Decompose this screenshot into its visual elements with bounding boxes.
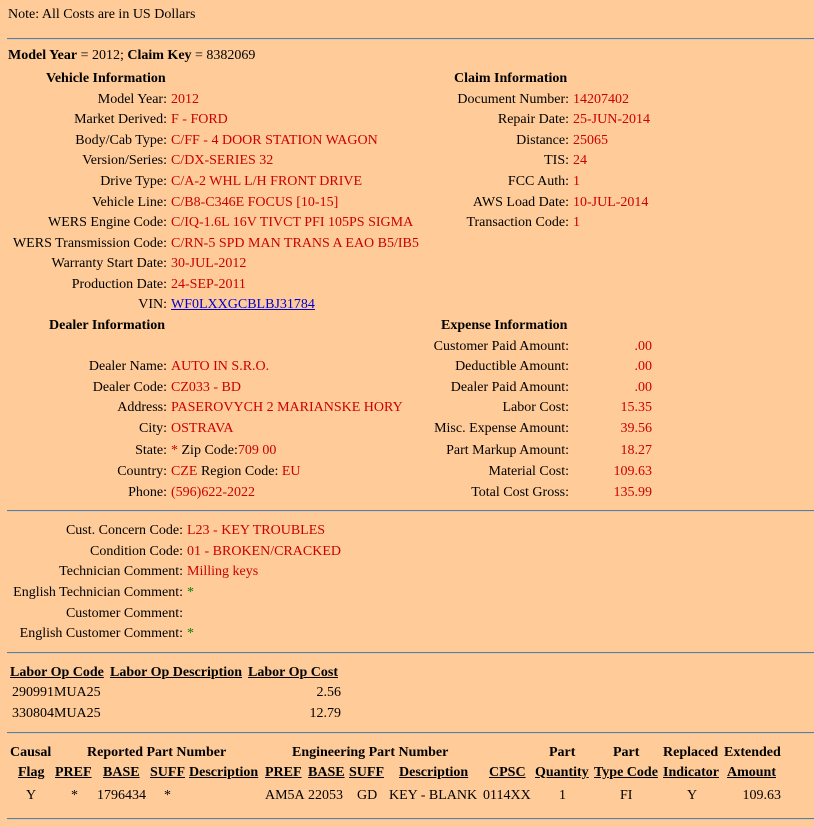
expense-field-value: 109.63 (613, 464, 652, 479)
divider (7, 652, 814, 654)
expense-info-title: Expense Information (441, 318, 568, 333)
parts-group-causal: Causal (10, 745, 52, 760)
parts-header-causal-flag: Flag (18, 765, 45, 780)
vin-label: VIN: (138, 297, 167, 312)
claim-info-title: Claim Information (454, 71, 568, 86)
claim-field-label: Document Number: (457, 92, 569, 107)
claim-field-value: 1 (573, 174, 580, 189)
dealer-phone-label: Phone: (128, 485, 167, 500)
parts-cell-reported-pref: * (71, 788, 78, 803)
currency-note: Note: All Costs are in US Dollars (8, 7, 196, 22)
parts-header-reported-base: BASE (103, 765, 140, 780)
parts-group-extended: Extended (724, 745, 781, 760)
parts-cell-engineering-description: KEY - BLANK (389, 788, 478, 803)
concern-field-label: Cust. Concern Code: (65, 523, 183, 538)
expense-field-value: 18.27 (620, 443, 652, 458)
dealer-state-value: * (171, 443, 178, 458)
labor-header-code: Labor Op Code (10, 665, 104, 680)
parts-header-extended-amount: Amount (727, 765, 777, 780)
parts-cell-causal-flag: Y (26, 788, 37, 803)
expense-field-label: Labor Cost: (502, 400, 569, 415)
vehicle-field-value: 24-SEP-2011 (171, 277, 246, 292)
model-year-value: = 2012; (77, 48, 128, 63)
concern-field-value: * (187, 585, 194, 600)
concern-field-label: Customer Comment: (65, 606, 183, 621)
claim-field-label: Distance: (516, 133, 569, 148)
dealer-name-value: AUTO IN S.R.O. (171, 359, 270, 374)
parts-group-part-type: Part (613, 745, 640, 760)
dealer-address-value: PASEROVYCH 2 MARIANSKE HORY (171, 400, 403, 415)
vehicle-field-label: WERS Transmission Code: (12, 236, 167, 251)
vehicle-field-label: WERS Engine Code: (48, 215, 167, 230)
parts-header-engineering-suff: SUFF (349, 765, 384, 780)
divider (7, 38, 814, 40)
vehicle-field-value: 30-JUL-2012 (171, 256, 247, 271)
expense-field-value: 15.35 (620, 400, 652, 415)
claim-field-value: 25-JUN-2014 (573, 112, 650, 127)
expense-field-label: Misc. Expense Amount: (434, 421, 569, 436)
claim-field-value: 25065 (573, 133, 608, 148)
claim-key-value: = 8382069 (191, 48, 256, 63)
parts-cell-reported-suff: * (164, 788, 171, 803)
vehicle-field-label: Version/Series: (82, 153, 167, 168)
parts-header-engineering-description: Description (399, 765, 469, 780)
expense-field-value: 39.56 (620, 421, 652, 436)
claim-field-label: TIS: (544, 153, 569, 168)
vehicle-field-label: Model Year: (97, 92, 167, 107)
dealer-region-label: Region Code: (197, 464, 282, 479)
parts-group-part: Part (549, 745, 576, 760)
parts-header-reported-pref: PREF (55, 765, 92, 780)
parts-header-cpsc: CPSC (489, 765, 526, 780)
dealer-country-label: Country: (117, 464, 167, 479)
vehicle-field-label: Warranty Start Date: (51, 256, 167, 271)
claim-field-label: AWS Load Date: (472, 195, 569, 210)
parts-header-engineering-base: BASE (308, 765, 345, 780)
expense-field-label: Part Markup Amount: (446, 443, 569, 458)
parts-cell-part-quantity: 1 (559, 788, 566, 803)
claim-header (8, 47, 255, 65)
parts-cell-cpsc: 0114XX (483, 788, 531, 803)
parts-header-reported-suff: SUFF (150, 765, 185, 780)
labor-header-cost: Labor Op Cost (248, 665, 338, 680)
concern-field-label: Condition Code: (90, 544, 183, 559)
vehicle-field-value: C/B8-C346E FOCUS [10-15] (171, 195, 339, 210)
vehicle-field-value: F - FORD (171, 112, 228, 127)
concern-field-value: Milling keys (187, 564, 259, 579)
model-year-label: Model Year (8, 48, 78, 63)
dealer-address-label: Address: (117, 400, 167, 415)
vehicle-field-value: C/RN-5 SPD MAN TRANS A EAO B5/IB5 (171, 236, 419, 251)
vehicle-field-label: Production Date: (71, 277, 167, 292)
dealer-country-region (171, 463, 301, 481)
dealer-zip-value: 709 00 (237, 443, 277, 458)
dealer-city-label: City: (138, 421, 167, 436)
expense-field-label: Material Cost: (488, 464, 569, 479)
concern-field-label: English Technician Comment: (13, 585, 183, 600)
expense-field-label: Dealer Paid Amount: (450, 380, 569, 395)
claim-field-label: Repair Date: (497, 112, 569, 127)
expense-field-label: Deductible Amount: (455, 359, 569, 374)
vehicle-field-label: Body/Cab Type: (75, 133, 167, 148)
labor-op-cost: 12.79 (309, 706, 341, 721)
expense-field-label: Customer Paid Amount: (433, 339, 569, 354)
vehicle-field-value: 2012 (171, 92, 199, 107)
parts-cell-reported-base: 1796434 (97, 788, 146, 803)
dealer-zip-label: Zip Code: (178, 443, 238, 458)
vehicle-field-value: C/A-2 WHL L/H FRONT DRIVE (171, 174, 363, 189)
claim-field-value: 14207402 (573, 92, 629, 107)
dealer-phone-value: (596)622-2022 (171, 485, 255, 500)
parts-group-replaced: Replaced (663, 745, 719, 760)
parts-cell-engineering-pref: AM5A (265, 788, 305, 803)
parts-cell-engineering-suff: GD (357, 788, 378, 803)
claim-field-value: 10-JUL-2014 (573, 195, 649, 210)
expense-field-value: 135.99 (613, 485, 652, 500)
parts-group-reported: Reported Part Number (87, 745, 227, 760)
dealer-city-value: OSTRAVA (171, 421, 234, 436)
vehicle-field-label: Vehicle Line: (91, 195, 167, 210)
labor-header-description: Labor Op Description (110, 665, 242, 680)
expense-field-value: .00 (634, 380, 652, 395)
claim-field-value: 1 (573, 215, 580, 230)
vehicle-field-value: C/DX-SERIES 32 (171, 153, 274, 168)
claim-field-label: FCC Auth: (507, 174, 569, 189)
vin-link[interactable]: WF0LXXGCBLBJ31784 (171, 297, 315, 312)
vehicle-field-value: C/IQ-1.6L 16V TIVCT PFI 105PS SIGMA (171, 215, 414, 230)
concern-field-value: * (187, 626, 194, 641)
vehicle-info-title: Vehicle Information (46, 71, 166, 86)
parts-header-part-type-code: Type Code (594, 765, 658, 780)
expense-field-value: .00 (634, 359, 652, 374)
parts-cell-engineering-base: 22053 (308, 788, 343, 803)
labor-op-cost: 2.56 (316, 685, 341, 700)
dealer-region-value: EU (281, 464, 301, 479)
vehicle-field-value: C/FF - 4 DOOR STATION WAGON (171, 133, 378, 148)
concern-field-label: English Customer Comment: (19, 626, 183, 641)
parts-cell-replaced-indicator: Y (687, 788, 698, 803)
parts-cell-extended-amount: 109.63 (742, 788, 781, 803)
concern-field-value: 01 - BROKEN/CRACKED (187, 544, 342, 559)
labor-op-code: 290991MUA25 (12, 685, 101, 700)
dealer-state-label: State: (135, 443, 167, 458)
dealer-code-value: CZ033 - BD (171, 380, 241, 395)
claim-key-label: Claim Key (127, 48, 192, 63)
divider (7, 510, 814, 512)
expense-field-label: Total Cost Gross: (471, 485, 569, 500)
divider (7, 732, 814, 734)
parts-header-replaced-indicator: Indicator (663, 765, 719, 780)
concern-field-label: Technician Comment: (59, 564, 183, 579)
dealer-name-label: Dealer Name: (88, 359, 167, 374)
concern-field-value: L23 - KEY TROUBLES (187, 523, 326, 538)
labor-op-code: 330804MUA25 (12, 706, 101, 721)
dealer-info-title: Dealer Information (49, 318, 165, 333)
parts-cell-part-type-code: FI (620, 788, 633, 803)
dealer-state-zip (171, 442, 276, 460)
dealer-country-value: CZE (171, 464, 198, 479)
parts-header-part-quantity: Quantity (535, 765, 589, 780)
expense-field-value: .00 (634, 339, 652, 354)
dealer-code-label: Dealer Code: (92, 380, 167, 395)
vehicle-field-label: Drive Type: (100, 174, 167, 189)
claim-field-value: 24 (573, 153, 587, 168)
parts-group-engineering: Engineering Part Number (292, 745, 449, 760)
parts-header-engineering-pref: PREF (265, 765, 302, 780)
vehicle-field-label: Market Derived: (74, 112, 167, 127)
claim-field-label: Transaction Code: (466, 215, 569, 230)
parts-header-reported-description: Description (189, 765, 259, 780)
divider (7, 818, 814, 820)
